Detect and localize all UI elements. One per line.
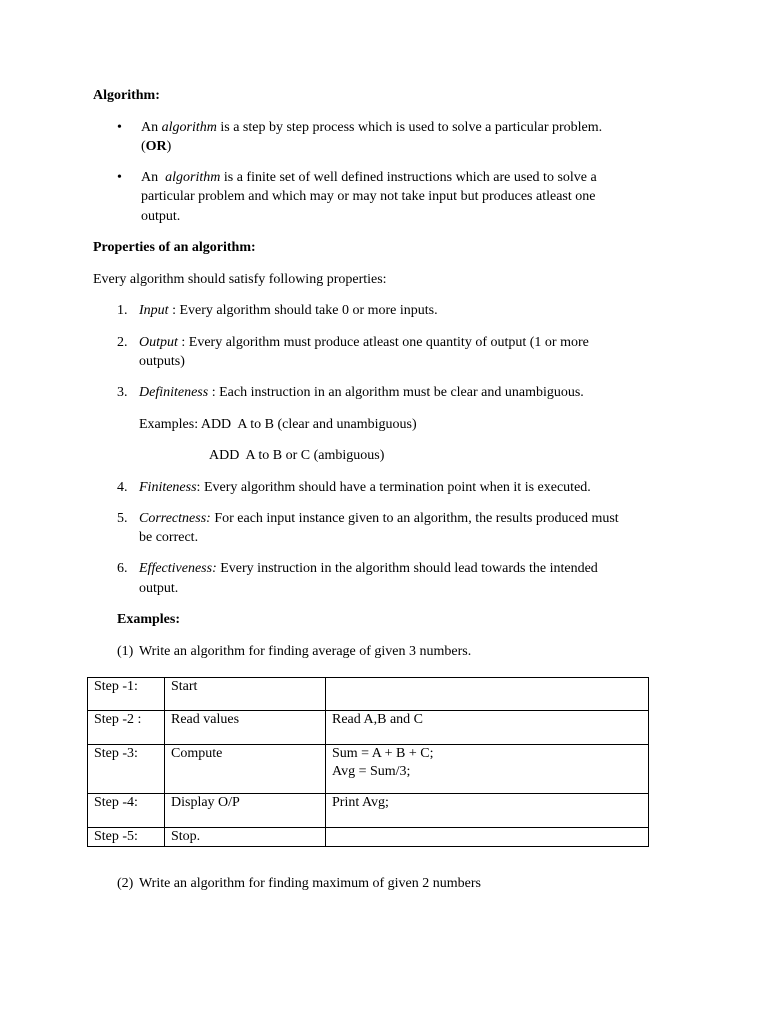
property-sep: : [168, 303, 180, 318]
property-name: Correctness: [139, 511, 211, 526]
property-definiteness [139, 383, 584, 403]
action-cell: Compute [165, 745, 326, 794]
property-name: Output [139, 335, 178, 350]
property-number: 3. [117, 385, 128, 400]
bullet-icon: • [117, 120, 122, 135]
property-sep: : [196, 480, 204, 495]
property-name: Finiteness [139, 480, 197, 495]
property-sep: : [208, 385, 220, 400]
step-cell: Step -1: [88, 678, 165, 711]
definition-1-pre: An [141, 120, 162, 135]
or-close: ) [166, 139, 172, 154]
examples-label: Examples: [139, 417, 201, 432]
property-input [139, 301, 438, 321]
step-cell: Step -5: [88, 828, 165, 847]
definition-2-pre: An [141, 170, 166, 185]
definition-2-line-2: particular problem and which may or may not take input but produces atleast one [141, 189, 596, 204]
property-text: For each input instance given to an algorithm, the results produced must [214, 511, 619, 526]
property-text: Every algorithm should take 0 or more inputs. [179, 303, 438, 318]
action-cell: Display O/P [165, 794, 326, 828]
properties-heading: Properties of an algorithm: [93, 240, 256, 255]
definition-2-term: algorithm [165, 170, 221, 185]
algorithm-heading: Algorithm: [93, 88, 160, 103]
property-name: Effectiveness: [139, 561, 217, 576]
example-2-number: (2) [117, 876, 134, 891]
property-number: 2. [117, 335, 128, 350]
action-cell: Start [165, 678, 326, 711]
detail-cell [326, 828, 649, 847]
property-correctness-line-2: be correct. [139, 530, 199, 545]
property-correctness [139, 509, 619, 529]
example-1-number: (1) [117, 644, 134, 659]
detail-cell: Print Avg; [326, 794, 649, 828]
definiteness-example-1 [139, 415, 417, 435]
property-number: 5. [117, 511, 128, 526]
step-cell: Step -2 : [88, 711, 165, 745]
property-effectiveness [139, 559, 598, 579]
algorithm-steps-table [87, 677, 649, 847]
property-sep: : [177, 335, 189, 350]
property-number: 6. [117, 561, 128, 576]
or-label: OR [145, 139, 167, 154]
definition-2-text: is a finite set of well defined instructions which are used to solve a [220, 170, 597, 185]
property-number: 1. [117, 303, 128, 318]
table-row [88, 745, 649, 794]
or-open: ( [141, 139, 146, 154]
property-text: Every algorithm must produce atleast one quantity of output (1 or more [188, 335, 589, 350]
property-text: Every algorithm should have a termination point when it is executed. [203, 480, 591, 495]
table-row [88, 678, 649, 711]
detail-cell: Read A,B and C [326, 711, 649, 745]
property-output [139, 333, 589, 353]
action-cell: Stop. [165, 828, 326, 847]
definition-2-line-1 [141, 168, 597, 188]
property-output-line-2: outputs) [139, 354, 185, 369]
definition-1-text: is a step by step process which is used to solve a particular problem. [216, 120, 603, 135]
definiteness-example-2: ADD A to B or C (ambiguous) [209, 448, 385, 463]
examples-heading: Examples: [117, 612, 180, 627]
definition-2-line-3: output. [141, 209, 181, 224]
example-clear: ADD A to B (clear and unambiguous) [200, 417, 417, 432]
table-row [88, 828, 649, 847]
property-effectiveness-line-2: output. [139, 581, 179, 596]
property-name: Definiteness [139, 385, 209, 400]
definition-1-line-1 [141, 118, 602, 138]
example-1-text: Write an algorithm for finding average of given 3 numbers. [139, 644, 472, 659]
detail-cell: Sum = A + B + C; Avg = Sum/3; [326, 745, 649, 794]
properties-intro: Every algorithm should satisfy following properties: [93, 272, 387, 287]
example-2-text: Write an algorithm for finding maximum of given 2 numbers [139, 876, 481, 891]
step-cell: Step -4: [88, 794, 165, 828]
property-text: Every instruction in the algorithm should lead towards the intended [220, 561, 598, 576]
property-number: 4. [117, 480, 128, 495]
table-row [88, 711, 649, 745]
step-cell: Step -3: [88, 745, 165, 794]
property-name: Input [139, 303, 169, 318]
bullet-icon: • [117, 170, 122, 185]
property-text: Each instruction in an algorithm must be clear and unambiguous. [219, 385, 584, 400]
action-cell: Read values [165, 711, 326, 745]
definition-1-term: algorithm [161, 120, 217, 135]
definition-1-line-2 [141, 137, 171, 157]
table-row [88, 794, 649, 828]
detail-cell [326, 678, 649, 711]
property-finiteness [139, 478, 591, 498]
